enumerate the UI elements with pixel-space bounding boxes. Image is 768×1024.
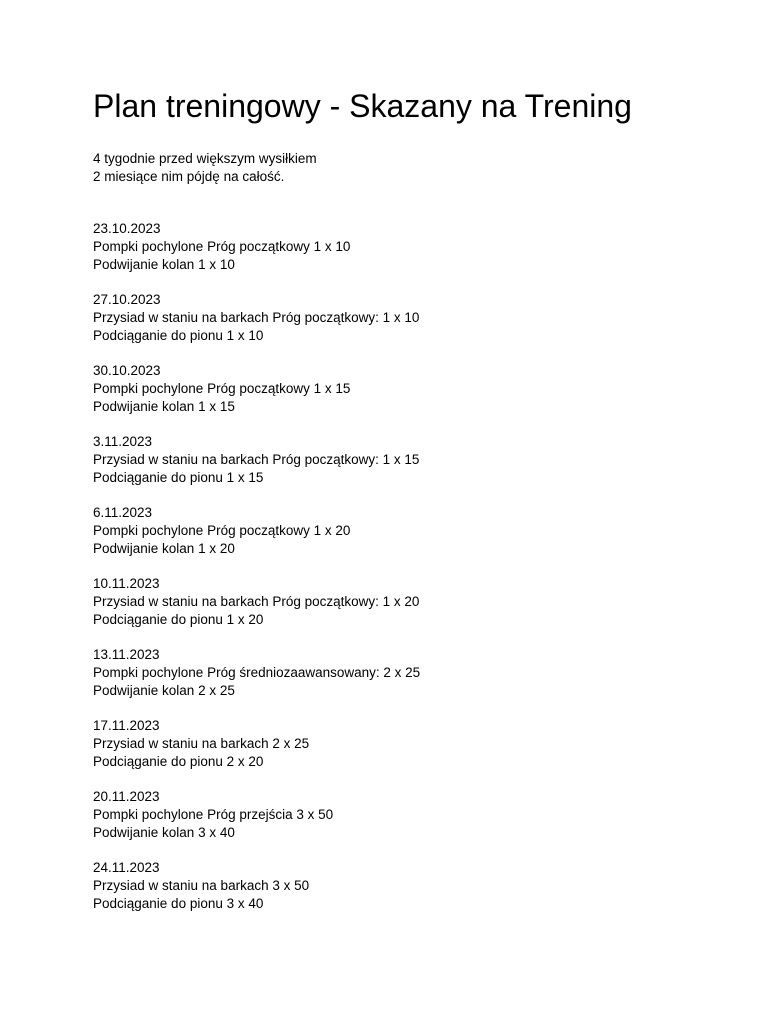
session-exercise: Podciąganie do pionu 1 x 15 bbox=[93, 470, 264, 485]
session-exercise: Przysiad w staniu na barkach Próg początkowy: 1 x 15 bbox=[93, 452, 420, 467]
training-session bbox=[93, 717, 733, 771]
session-exercise: Przysiad w staniu na barkach 3 x 50 bbox=[93, 878, 310, 893]
session-exercise: Przysiad w staniu na barkach Próg początkowy: 1 x 10 bbox=[93, 310, 420, 325]
session-exercise: Podwijanie kolan 1 x 20 bbox=[93, 541, 235, 556]
session-exercise: Podciąganie do pionu 1 x 10 bbox=[93, 328, 264, 343]
session-exercise: Podwijanie kolan 1 x 10 bbox=[93, 257, 235, 272]
session-exercise: Przysiad w staniu na barkach 2 x 25 bbox=[93, 736, 310, 751]
training-session bbox=[93, 646, 733, 700]
session-exercise: Podwijanie kolan 2 x 25 bbox=[93, 683, 235, 698]
training-session bbox=[93, 433, 733, 487]
session-date: 13.11.2023 bbox=[93, 647, 160, 662]
intro-line: 2 miesiące nim pójdę na całość. bbox=[93, 169, 285, 184]
session-date: 24.11.2023 bbox=[93, 860, 160, 875]
session-exercise: Podciąganie do pionu 3 x 40 bbox=[93, 896, 264, 911]
session-exercise: Pompki pochylone Próg przejścia 3 x 50 bbox=[93, 807, 334, 822]
training-session bbox=[93, 291, 733, 345]
intro-paragraph bbox=[93, 150, 733, 186]
training-session bbox=[93, 788, 733, 842]
training-session bbox=[93, 575, 733, 629]
session-exercise: Pompki pochylone Próg początkowy 1 x 20 bbox=[93, 523, 351, 538]
training-sessions bbox=[93, 220, 733, 913]
session-exercise: Podciąganie do pionu 2 x 20 bbox=[93, 754, 264, 769]
intro-line: 4 tygodnie przed większym wysiłkiem bbox=[93, 151, 317, 166]
session-exercise: Pompki pochylone Próg początkowy 1 x 10 bbox=[93, 239, 351, 254]
session-date: 27.10.2023 bbox=[93, 292, 161, 307]
session-date: 30.10.2023 bbox=[93, 363, 161, 378]
session-exercise: Podciąganie do pionu 1 x 20 bbox=[93, 612, 264, 627]
training-session bbox=[93, 362, 733, 416]
session-date: 10.11.2023 bbox=[93, 576, 160, 591]
session-exercise: Podwijanie kolan 1 x 15 bbox=[93, 399, 235, 414]
training-session bbox=[93, 859, 733, 913]
document-page bbox=[93, 84, 733, 930]
session-exercise: Pompki pochylone Próg średniozaawansowany: 2 x 25 bbox=[93, 665, 421, 680]
training-session bbox=[93, 504, 733, 558]
session-exercise: Pompki pochylone Próg początkowy 1 x 15 bbox=[93, 381, 351, 396]
session-date: 20.11.2023 bbox=[93, 789, 160, 804]
session-exercise: Przysiad w staniu na barkach Próg początkowy: 1 x 20 bbox=[93, 594, 420, 609]
training-session bbox=[93, 220, 733, 274]
document-title: Plan treningowy - Skazany na Trening bbox=[93, 88, 632, 124]
session-exercise: Podwijanie kolan 3 x 40 bbox=[93, 825, 235, 840]
session-date: 6.11.2023 bbox=[93, 505, 153, 520]
session-date: 3.11.2023 bbox=[93, 434, 153, 449]
session-date: 17.11.2023 bbox=[93, 718, 160, 733]
session-date: 23.10.2023 bbox=[93, 221, 161, 236]
